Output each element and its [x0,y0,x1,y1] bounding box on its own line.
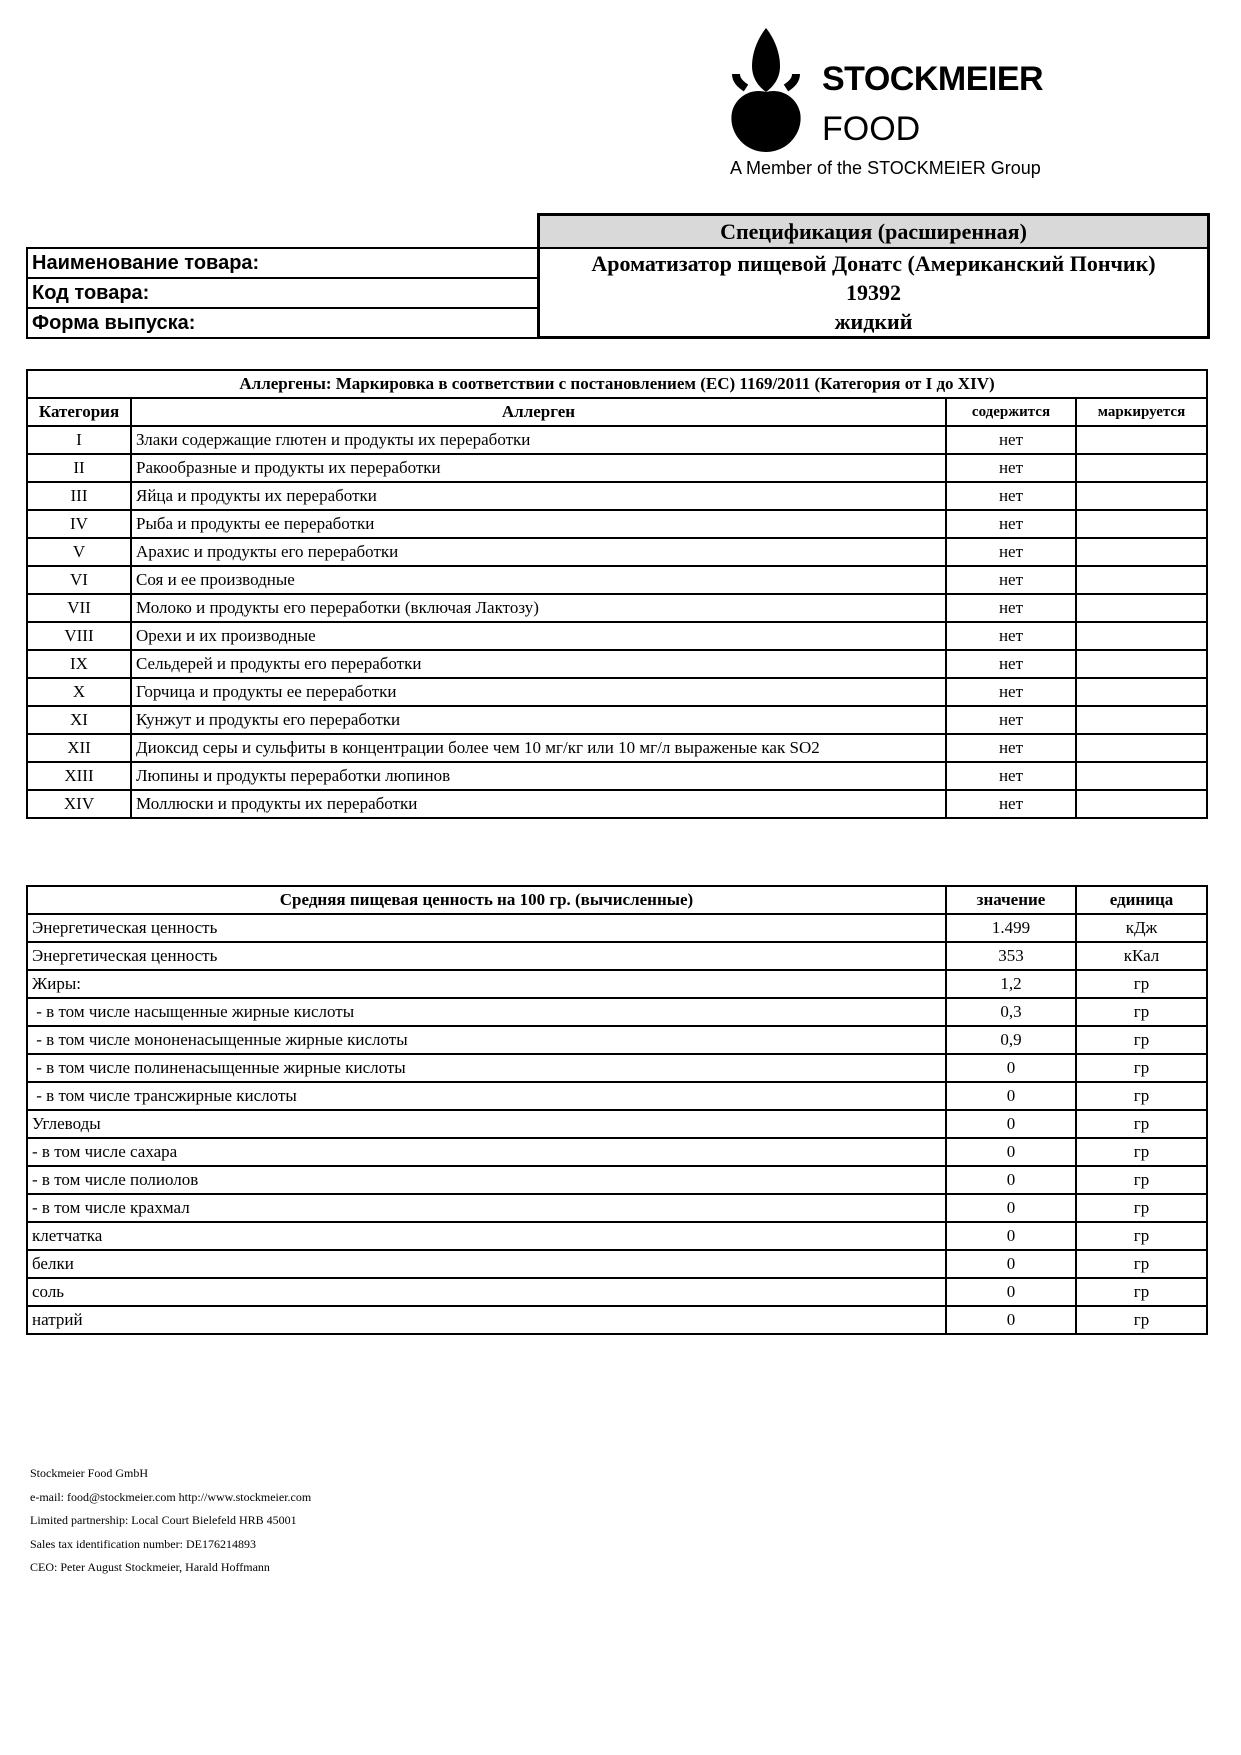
allergen-row [27,426,1207,454]
nutrient-value: 0 [946,1166,1076,1194]
nutrient-value: 0 [946,1082,1076,1110]
nutrient-name: Углеводы [27,1110,946,1138]
nutrient-value: 0,3 [946,998,1076,1026]
nutrition-row [27,1222,1207,1250]
allergen-name: Рыба и продукты ее переработки [131,510,946,538]
allergen-labeled [1076,706,1207,734]
nutrient-unit: гр [1076,1138,1207,1166]
spec-title: Спецификация (расширенная) [537,213,1210,248]
nutrient-value: 0 [946,1222,1076,1250]
footer-tax-id: Sales tax identification number: DE176214893 [30,1536,256,1551]
nutrition-row [27,1026,1207,1054]
nutrient-name: - в том числе полиолов [27,1166,946,1194]
allergen-category: XII [27,734,131,762]
allergen-category: VIII [27,622,131,650]
allergen-row [27,706,1207,734]
footer-ceo: CEO: Peter August Stockmeier, Harald Hoffmann [30,1560,270,1574]
allergen-row [27,622,1207,650]
nutrition-row [27,998,1207,1026]
product-name-value: Ароматизатор пищевой Донатс (Американский Пончик) [591,251,1156,276]
product-name-label: Наименование товара: [28,249,539,279]
allergen-category: XIII [27,762,131,790]
allergen-contains: нет [946,762,1076,790]
nutrition-table [26,885,1208,1335]
allergen-contains: нет [946,482,1076,510]
allergen-labeled [1076,790,1207,818]
allergen-labeled [1076,426,1207,454]
nutrient-value: 0 [946,1110,1076,1138]
allergens-body [27,426,1207,818]
nutrient-name: соль [27,1278,946,1306]
spec-values [537,247,1210,339]
nutrient-value: 0 [946,1054,1076,1082]
nutrient-value: 0,9 [946,1026,1076,1054]
nutrient-value: 0 [946,1278,1076,1306]
nutrient-name: - в том числе мононенасыщенные жирные кислоты [27,1026,946,1054]
allergen-labeled [1076,510,1207,538]
category-header: Категория [27,398,131,426]
allergen-name: Горчица и продукты ее переработки [131,678,946,706]
nutrient-value: 0 [946,1194,1076,1222]
nutrient-name: Энергетическая ценность [27,942,946,970]
allergen-name: Люпины и продукты переработки люпинов [131,762,946,790]
nutrient-name: - в том числе сахара [27,1138,946,1166]
release-form-value: жидкий [834,309,913,334]
nutrient-unit: гр [1076,970,1207,998]
nutrient-name: белки [27,1250,946,1278]
contains-header: содержится [946,398,1076,426]
allergen-labeled [1076,566,1207,594]
nutrient-name: - в том числе крахмал [27,1194,946,1222]
allergen-category: I [27,426,131,454]
logo-title: STOCKMEIER [822,60,1044,98]
nutrition-row [27,1138,1207,1166]
allergen-category: X [27,678,131,706]
allergen-category: IV [27,510,131,538]
nutrient-unit: гр [1076,998,1207,1026]
spec-labels [26,247,539,339]
nutrition-row [27,1110,1207,1138]
nutrient-unit: гр [1076,1250,1207,1278]
nutrient-unit: гр [1076,1278,1207,1306]
allergen-contains: нет [946,790,1076,818]
allergen-name: Арахис и продукты его переработки [131,538,946,566]
release-form-label: Форма выпуска: [32,312,196,334]
nutrient-unit: гр [1076,1054,1207,1082]
allergen-labeled [1076,594,1207,622]
allergen-name: Кунжут и продукты его переработки [131,706,946,734]
product-code-value: 19392 [846,280,901,305]
nutrition-row [27,942,1207,970]
allergen-labeled [1076,650,1207,678]
nutrient-unit: гр [1076,1082,1207,1110]
allergen-contains: нет [946,650,1076,678]
nutrient-value: 353 [946,942,1076,970]
nutrition-header-row [27,886,1207,914]
nutrient-value: 1.499 [946,914,1076,942]
allergen-row [27,762,1207,790]
nutrient-unit: гр [1076,1222,1207,1250]
allergen-labeled [1076,622,1207,650]
nutrition-row [27,1166,1207,1194]
nutrient-name: Энергетическая ценность [27,914,946,942]
allergen-row [27,678,1207,706]
allergen-row [27,482,1207,510]
allergen-labeled [1076,734,1207,762]
allergens-title: Аллергены: Маркировка в соответствии с постановлением (EC) 1169/2011 (Категория от I до XIV) [27,370,1207,398]
nutrient-value: 0 [946,1250,1076,1278]
allergens-title-row [27,370,1207,398]
nutrient-value: 0 [946,1138,1076,1166]
footer-contact: e-mail: food@stockmeier.com http://www.stockmeier.com [30,1489,312,1504]
allergen-row [27,650,1207,678]
nutrient-unit: гр [1076,1110,1207,1138]
allergen-category: XI [27,706,131,734]
labeled-header: маркируется [1076,398,1207,426]
nutrition-row [27,1054,1207,1082]
nutrition-row [27,1082,1207,1110]
nutrition-row [27,914,1207,942]
allergen-category: VII [27,594,131,622]
allergen-contains: нет [946,706,1076,734]
allergen-labeled [1076,762,1207,790]
allergen-name: Моллюски и продукты их переработки [131,790,946,818]
nutrient-name: - в том числе трансжирные кислоты [27,1082,946,1110]
nutrition-body [27,914,1207,1334]
nutrition-row [27,1306,1207,1334]
allergen-category: II [27,454,131,482]
nutrition-row [27,970,1207,998]
logo-subtitle: FOOD [822,110,921,148]
allergen-contains: нет [946,538,1076,566]
allergen-name: Орехи и их производные [131,622,946,650]
allergen-labeled [1076,538,1207,566]
allergens-header-row [27,398,1207,426]
allergen-contains: нет [946,734,1076,762]
allergen-contains: нет [946,622,1076,650]
allergen-contains: нет [946,454,1076,482]
nutrient-unit: гр [1076,1026,1207,1054]
nutrient-name: натрий [27,1306,946,1334]
product-code-label: Код товара: [28,279,539,309]
footer-company: Stockmeier Food GmbH [30,1466,148,1480]
nutrient-unit: гр [1076,1306,1207,1334]
nutrient-name: - в том числе полиненасыщенные жирные кислоты [27,1054,946,1082]
unit-header: единица [1076,886,1207,914]
allergen-category: XIV [27,790,131,818]
nutrient-name: клетчатка [27,1222,946,1250]
allergen-category: VI [27,566,131,594]
allergen-contains: нет [946,426,1076,454]
nutrient-value: 0 [946,1306,1076,1334]
allergen-name: Диоксид серы и сульфиты в концентрации более чем 10 мг/кг или 10 мг/л выраженые как SO2 [131,734,946,762]
footer [30,1462,311,1580]
allergen-category: V [27,538,131,566]
allergens-table [26,369,1208,819]
allergen-name: Яйца и продукты их переработки [131,482,946,510]
nutrition-row [27,1194,1207,1222]
allergen-row [27,454,1207,482]
allergen-name: Злаки содержащие глютен и продукты их переработки [131,426,946,454]
nutrition-row [27,1278,1207,1306]
allergen-row [27,566,1207,594]
allergen-row [27,594,1207,622]
allergen-name: Соя и ее производные [131,566,946,594]
nutrient-unit: кДж [1076,914,1207,942]
nutrient-unit: кКал [1076,942,1207,970]
allergen-contains: нет [946,510,1076,538]
nutrient-value: 1,2 [946,970,1076,998]
allergen-category: IX [27,650,131,678]
nutrition-title: Средняя пищевая ценность на 100 гр. (вычисленные) [27,886,946,914]
nutrient-name: Жиры: [27,970,946,998]
allergen-name: Молоко и продукты его переработки (включая Лактозу) [131,594,946,622]
allergen-labeled [1076,482,1207,510]
nutrient-unit: гр [1076,1194,1207,1222]
allergen-contains: нет [946,594,1076,622]
allergen-labeled [1076,454,1207,482]
nutrient-name: - в том числе насыщенные жирные кислоты [27,998,946,1026]
allergen-category: III [27,482,131,510]
allergen-contains: нет [946,678,1076,706]
nutrition-row [27,1250,1207,1278]
allergen-row [27,734,1207,762]
allergen-name: Ракообразные и продукты их переработки [131,454,946,482]
allergen-labeled [1076,678,1207,706]
company-logo [722,26,1072,186]
allergen-row [27,510,1207,538]
allergen-row [27,790,1207,818]
nutrient-unit: гр [1076,1166,1207,1194]
value-header: значение [946,886,1076,914]
logo-tagline: A Member of the STOCKMEIER Group [730,158,1041,178]
footer-registration: Limited partnership: Local Court Bielefeld HRB 45001 [30,1513,297,1527]
allergen-row [27,538,1207,566]
onion-logo-icon [722,26,812,158]
allergen-name: Сельдерей и продукты его переработки [131,650,946,678]
allergen-header: Аллерген [131,398,946,426]
allergen-contains: нет [946,566,1076,594]
